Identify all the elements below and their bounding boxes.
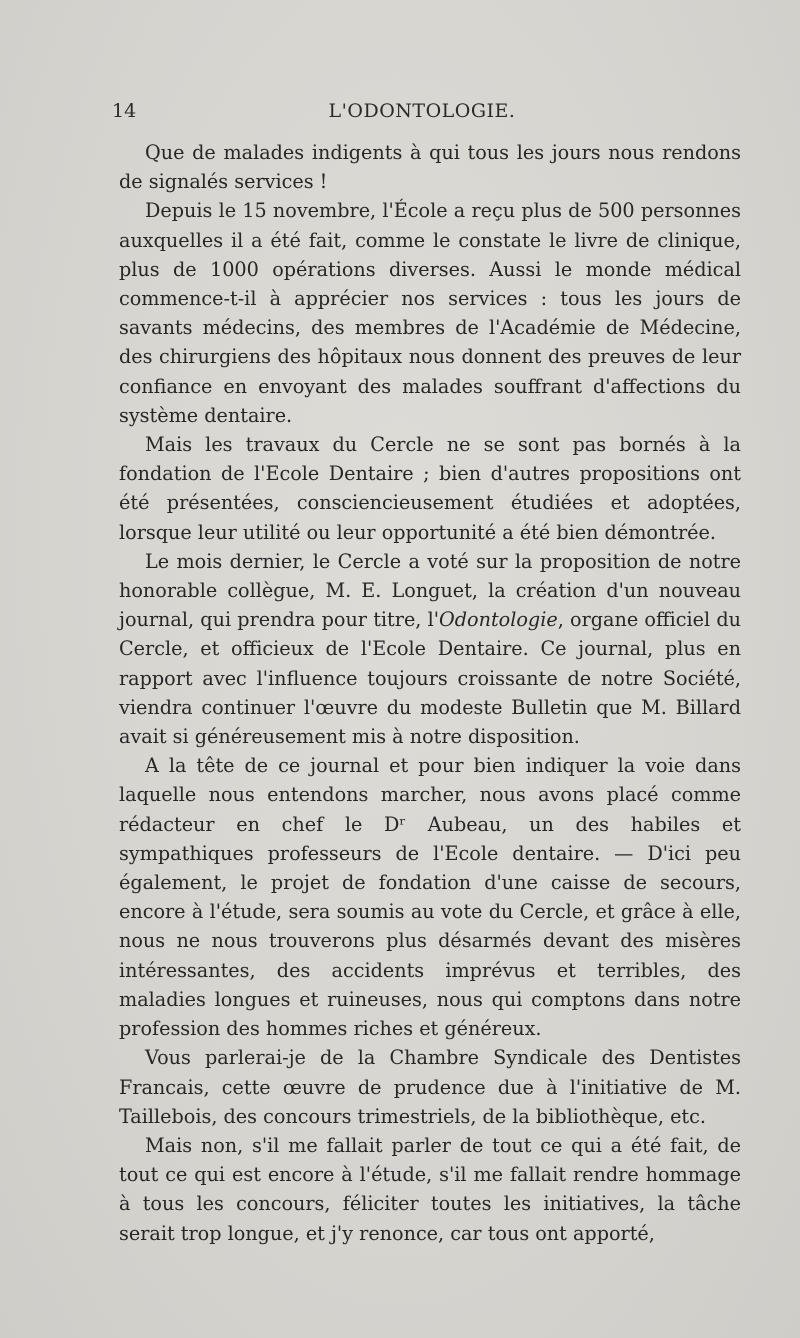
- body-text: [119, 138, 741, 1248]
- paragraph: Mais non, s'il me fallait parler de tout ce qui a été fait, de tout ce qui est encore à l'étude, s'il me fallait rendre hommage à tous les concours, féliciter toutes les initiatives, la tâche serait trop longue, et j'y renonce, car tous ont apporté,: [119, 1133, 741, 1245]
- paragraph: Que de malades indigents à qui tous les jours nous rendons de signalés services !: [119, 141, 741, 194]
- page-number: 14: [112, 100, 137, 122]
- paragraph: Vous parlerai-je de la Chambre Syndicale des Dentistes Francais, cette œuvre de prudence due à l'initiative de M. Taillebois, des concours trimestriels, de la bibliothèque, etc.: [119, 1046, 741, 1128]
- journal-title-italic: Odontologie: [439, 608, 558, 632]
- running-title: L'ODONTOLOGIE.: [328, 100, 516, 122]
- paragraph: Mais les travaux du Cercle ne se sont pas bornés à la fondation de l'Ecole Dentaire ; bien d'autres propositions ont été présentées, consciencieusement étudiées et adoptées, lorsque leur utilité ou leur opportunité a été bien démontrée.: [119, 433, 741, 544]
- paragraph: Le mois dernier, le Cercle a voté sur la proposition de notre honorable collègue, M. E. Longuet, la création d'un nouveau journal, qui prendra pour titre, l'Odontologie, organe officiel du Cercle, et officieux de l'Ecole Dentaire. Ce journal, plus en rapport avec l'influence toujours croissante de notre Société, viendra continuer l'œuvre du modeste Bulletin que M. Billard avait si généreusement mis à notre disposition.: [119, 549, 742, 749]
- page-header: [112, 100, 732, 130]
- paragraph: A la tête de ce journal et pour bien indiquer la voie dans laquelle nous entendons marcher, nous avons placé comme rédacteur en chef le Dʳ Aubeau, un des habiles et sympathiques professeurs de l'Ecole dentaire. — D'ici peu également, le projet de fondation d'une caisse de secours, encore à l'étude, sera soumis au vote du Cercle, et grâce à elle, nous ne nous trouverons plus désarmés devant des misères intéressantes, des accidents imprévus et terribles, des maladies longues et ruineuses, nous qui comptons dans notre profession des hommes riches et généreux.: [119, 754, 741, 1041]
- paragraph: Depuis le 15 novembre, l'École a reçu plus de 500 personnes auxquelles il a été fait, comme le constate le livre de clinique, plus de 1000 opérations diverses. Aussi le monde médical commence-t-il à apprécier nos services : tous les jours de savants médecins, des membres de l'Académie de Médecine, des chirurgiens des hôpitaux nous donnent des preuves de leur confiance en envoyant des malades souffrant d'affections du système dentaire.: [119, 199, 741, 427]
